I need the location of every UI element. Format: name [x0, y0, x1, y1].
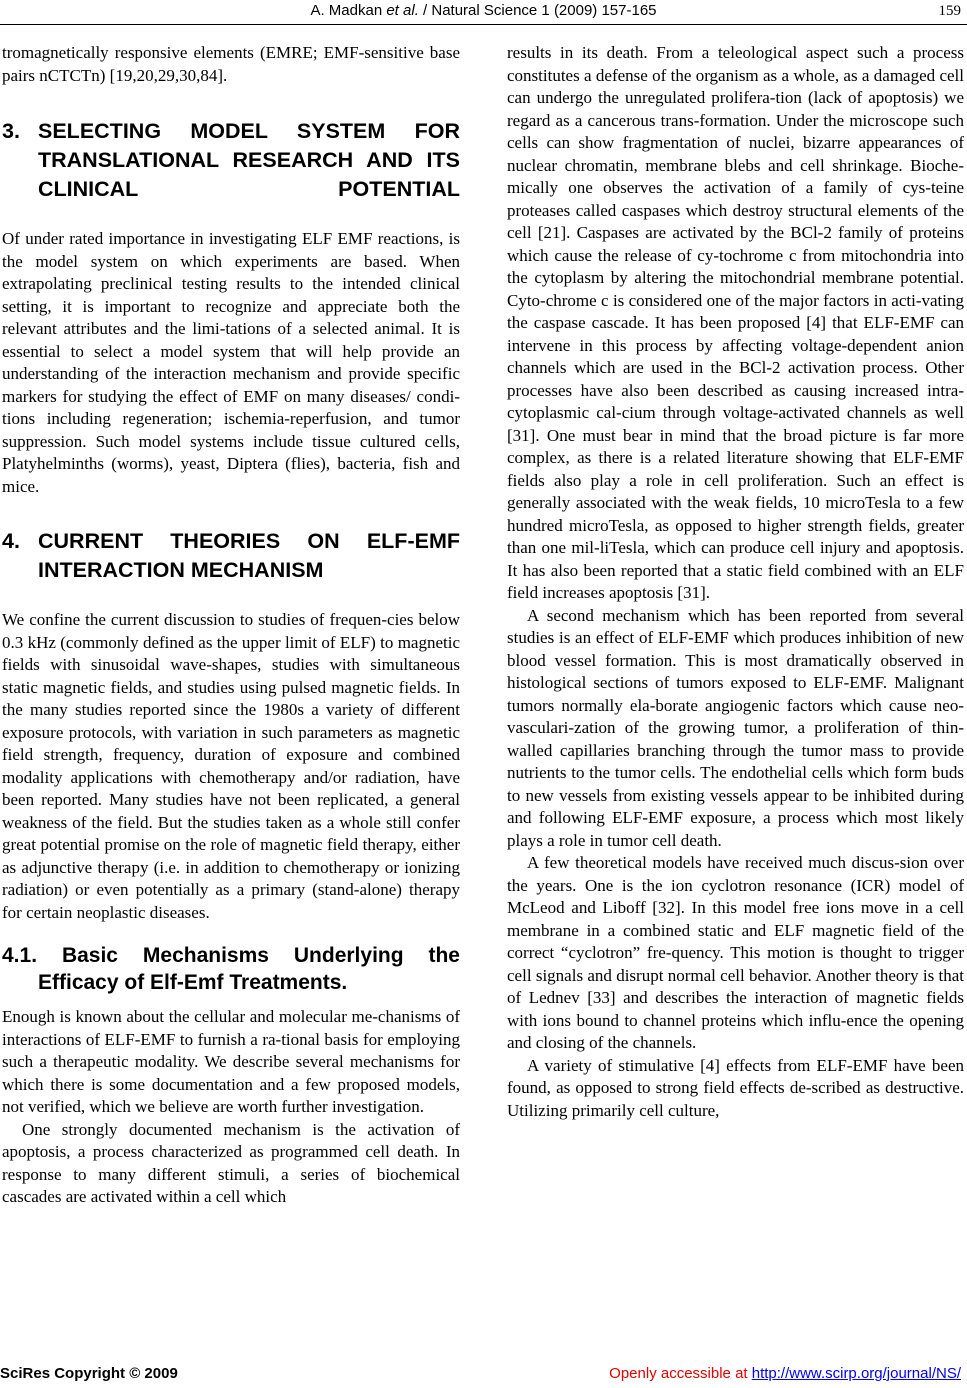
- header-journal: / Natural Science 1 (2009) 157-165: [418, 2, 657, 19]
- section-3-paragraph: Of under rated importance in investigating ELF EMF reactions, is the model system on which experiments are based. When extrapolating preclinical testing results to the intended clinical setting, it is important to recognize and appreciate both the relevant attributes and the limi-tations of a selected animal. It is essential to select a model system that will help provide an understanding of the interaction mechanism and provide specific markers for studying the effect of EMF on many diseases/ condi-tions including regeneration; ischemia-reperfusion, and tumor suppression. Such model systems include tissue cultured cells, Platyhelminths (worms), yeast, Diptera (flies), bacteria, fish and mice.: [2, 229, 460, 496]
- header-divider: [0, 24, 967, 25]
- section-4-paragraph: We confine the current discussion to studies of frequen-cies below 0.3 kHz (commonly defined as the upper limit of ELF) to magnetic fields with sinusoidal wave-shapes, studies with simultaneous static magnetic fields, and studies using pulsed magnetic fields. In the many studies reported since the 1980s a variety of different exposure protocols, with variation in such parameters as magnetic field strength, frequency, duration of exposure and combined modality applications with chemotherapy and/or radiation, have been reported. Many studies have not been replicated, a general weakness of the field. But the studies taken as a whole still confer great potential promise on the role of magnetic field therapy, either as adjunctive therapy (i.e. in addition to chemotherapy or ionizing radiation) or even potentially as a primary (stand-alone) therapy for certain neoplastic diseases.: [2, 610, 460, 922]
- left-column: [2, 42, 460, 1209]
- continued-paragraph: tromagnetically responsive elements (EMRE; EMF-sensitive base pairs nCTCTn) [19,20,29,30,84].: [2, 43, 460, 85]
- section-4-heading: [2, 527, 460, 585]
- section-4-number: 4.: [2, 529, 20, 553]
- subsection-4-1-paragraph-1: Enough is known about the cellular and molecular me-chanisms of interactions of ELF-EMF to furnish a ra-tional basis for employing such a therapeutic modality. We describe several mechanisms for which there is some documentation and a few proposed models, not verified, which we believe are worth further investigation.: [2, 1007, 460, 1116]
- section-3-heading: [2, 117, 460, 204]
- stimulative-effects-paragraph: A variety of stimulative [4] effects from ELF-EMF have been found, as opposed to strong field effects de-scribed as destructive. Utilizing primarily cell culture,: [507, 1055, 964, 1120]
- footer-access: [609, 1365, 961, 1383]
- apoptosis-paragraph: results in its death. From a teleological aspect such a process constitutes a defense of the organism as a whole, as a damaged cell can undergo the unregulated prolifera-tion (lack of apoptosis) we regard as a cancerous trans-formation. Under the microscope such cells can show fragmentation of nuclei, bizarre appearances of nuclear chromatin, membrane blebs and cell shrinkage. Bioche-mically one observes the activation of a family of cys-teine proteases called caspases which destroy structural elements of the cell [21]. Caspases are activated by the BCl-2 family of proteins which cause the release of cy-tochrome c from mitochondria into the cytoplasm by altering the mitochondrial membrane potential. Cyto-chrome c is considered one of the major factors in acti-vating the caspase cascade. It has been proposed [4] that ELF-EMF can intervene in this process by affecting voltage-dependent anion channels which are used in the BCl-2 activation process. Other processes have also been described as causing increased intra-cytoplasmic cal-cium through voltage-activated channels as well [31]. One must bear in mind that the broad picture is far more complex, as there is a related literature showing that ELF-EMF fields also play a role in cell proliferation. Such an effect is generally associated with the weak fields, 10 microTesla to a few hundred microTesla, as opposed to higher strength fields, greater than one mil-liTesla, which can produce cell injury and apoptosis. It has also been reported that a static field combined with an ELF field increases apoptosis [31].: [507, 43, 964, 602]
- theoretical-models-paragraph: A few theoretical models have received much discus-sion over the years. One is the ion cyclotron resonance (ICR) model of McLeod and Liboff [32]. In this model free ions move in a cell membrane in a combined static and ELF magnetic field of the correct “cyclotron” fre-quency. This motion is thought to trigger cell signals and disrupt normal cell behavior. Another theory is that of Lednev [33] and describes the interaction of magnetic fields with ions bound to channel proteins which influ-ence the opening and closing of the channels.: [507, 853, 964, 1052]
- angiogenesis-paragraph: A second mechanism which has been reported from several studies is an effect of ELF-EMF which produces inhibition of new blood vessel formation. This is most dramatically observed in histological sections of tumors exposed to ELF-EMF. Malignant tumors normally ela-borate angiogenic factors which cause neo-vasculari-zation of the growing tumor, a proliferation of thin-walled capillaries branching through the tumor mass to provide nutrients to the tumor cells. The endothelial cells which form buds to new vessels from existing vessels appear to be inhibited during and following ELF-EMF exposure, a process which most likely plays a role in tumor cell death.: [507, 605, 964, 850]
- running-header: [0, 2, 967, 20]
- right-column: [507, 42, 964, 1122]
- subsection-4-1-heading: 4.1. Basic Mechanisms Underlying the Efficacy of Elf-Emf Treatments.: [2, 944, 460, 994]
- section-3-number: 3.: [2, 119, 20, 143]
- section-3-title: SELECTING MODEL SYSTEM FOR TRANSLATIONAL RESEARCH AND ITS CLINICAL POTENTIAL: [38, 119, 460, 201]
- subsection-4-1-paragraph-2: One strongly documented mechanism is the activation of apoptosis, a process characterized as programmed cell death. In response to many different stimuli, a series of biochemical cascades are activated within a cell which: [2, 1119, 460, 1206]
- footer-copyright: SciRes Copyright © 2009: [0, 1365, 178, 1382]
- journal-link[interactable]: http://www.scirp.org/journal/NS/: [751, 1365, 961, 1382]
- header-etal: et al.: [386, 2, 419, 19]
- footer-access-text: Openly accessible at: [609, 1365, 752, 1382]
- header-authors: A. Madkan: [310, 2, 387, 19]
- section-4-title: CURRENT THEORIES ON ELF-EMF INTERACTION MECHANISM: [38, 529, 460, 582]
- page-number: 159: [938, 3, 961, 19]
